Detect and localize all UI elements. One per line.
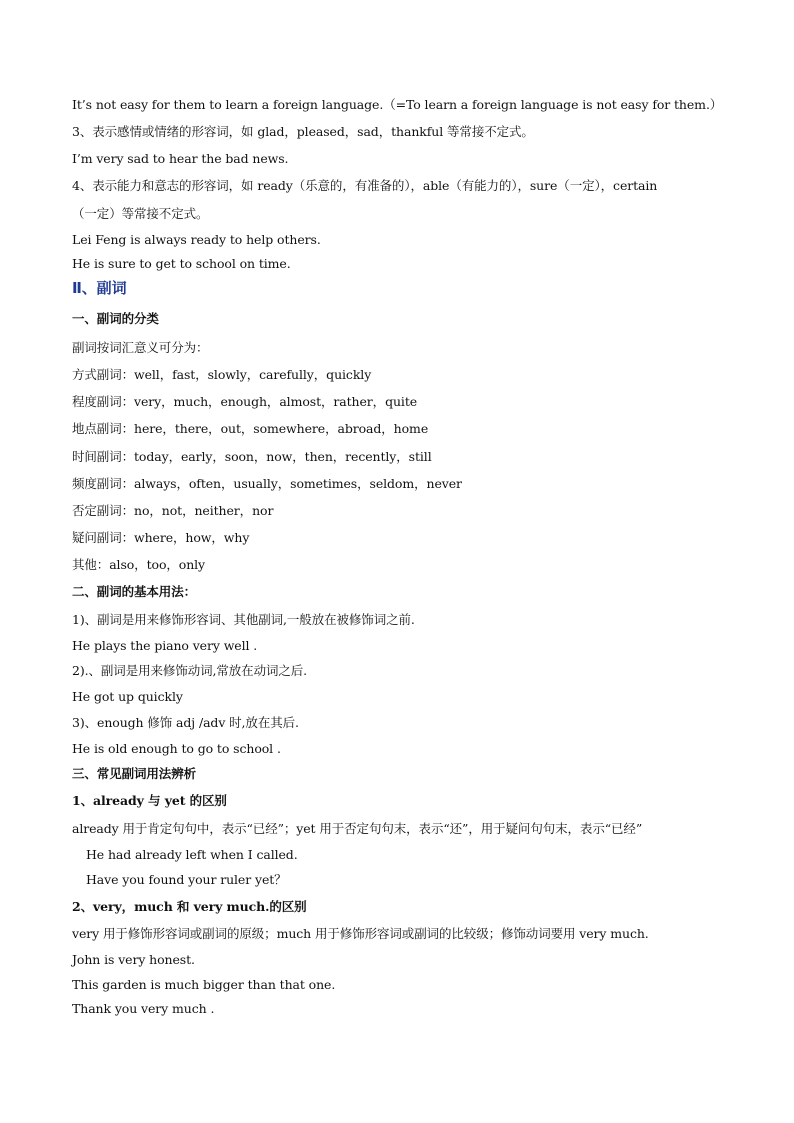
rule-text: already 用于肯定句句中，表示“已经”；yet 用于否定句句末，表示“还”，用于疑问句句末，表示“已经” — [72, 821, 643, 836]
list-item: 时间副词：today，early，soon，now，then，recently，still — [72, 449, 432, 464]
example-sentence: He is old enough to go to school . — [72, 741, 281, 756]
subsection-heading: 一、副词的分类 — [72, 311, 159, 326]
body-text: 副词按词汇意义可分为： — [72, 340, 209, 355]
topic-heading: 1、already 与 yet 的区别 — [72, 793, 227, 808]
rule-text-continued: （一定）等常接不定式。 — [72, 206, 209, 221]
example-sentence: He had already left when I called. — [86, 847, 298, 862]
example-sentence: John is very honest. — [72, 952, 195, 967]
example-sentence: Thank you very much . — [72, 1001, 215, 1016]
example-sentence: I’m very sad to hear the bad news. — [72, 151, 289, 166]
example-sentence: He is sure to get to school on time. — [72, 256, 291, 271]
rule-text: 1)、副词是用来修饰形容词、其他副词,一般放在被修饰词之前. — [72, 612, 415, 627]
topic-heading: 2、very，much 和 very much.的区别 — [72, 899, 307, 914]
example-sentence: Have you found your ruler yet？ — [86, 872, 287, 887]
example-sentence: He got up quickly — [72, 689, 183, 704]
section-heading: Ⅱ、副词 — [72, 279, 127, 297]
subsection-heading: 三、常见副词用法辨析 — [72, 766, 197, 781]
list-item: 疑问副词：where，how，why — [72, 530, 250, 545]
rule-text: 2).、副词是用来修饰动词,常放在动词之后. — [72, 663, 308, 678]
rule-text: 3、表示感情或情绪的形容词，如 glad，pleased，sad，thankful 等常接不定式。 — [72, 124, 534, 139]
rule-text: 3)、enough 修饰 adj /adv 时,放在其后. — [72, 715, 299, 730]
subsection-heading: 二、副词的基本用法： — [72, 584, 197, 599]
list-item: 频度副词：always，often，usually，sometimes，seldom，never — [72, 476, 462, 491]
example-sentence: He plays the piano very well . — [72, 638, 258, 653]
list-item: 程度副词：very，much，enough，almost，rather，quite — [72, 394, 418, 409]
example-sentence: This garden is much bigger than that one. — [72, 977, 336, 992]
list-item: 地点副词：here，there，out，somewhere，abroad，home — [72, 421, 429, 436]
rule-text: very 用于修饰形容词或副词的原级；much 用于修饰形容词或副词的比较级；修饰动词要用 very much. — [72, 926, 649, 941]
example-sentence: Lei Feng is always ready to help others. — [72, 232, 321, 247]
example-sentence: It’s not easy for them to learn a foreign language.（=To learn a foreign language is not easy for them.） — [72, 97, 723, 112]
list-item: 方式副词：well，fast，slowly，carefully，quickly — [72, 367, 372, 382]
list-item: 否定副词：no，not，neither，nor — [72, 503, 274, 518]
list-item: 其他：also，too，only — [72, 557, 206, 572]
rule-text: 4、表示能力和意志的形容词，如 ready（乐意的，有准备的），able（有能力的），sure（一定），certain — [72, 178, 658, 193]
